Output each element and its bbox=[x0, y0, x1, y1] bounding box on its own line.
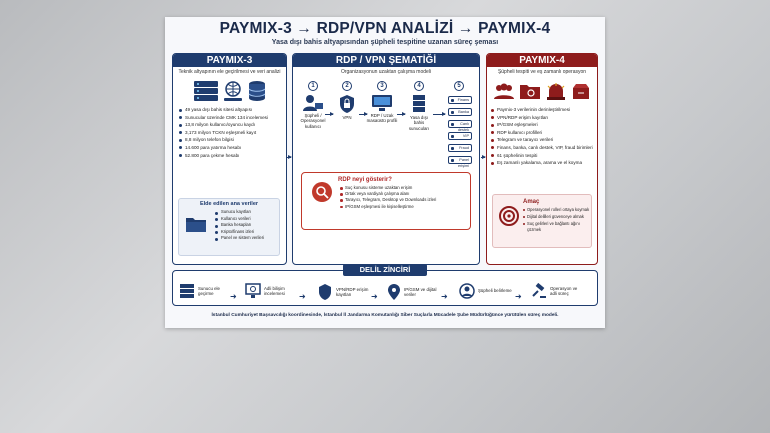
database-icon bbox=[247, 80, 267, 102]
list-item: Kullanıcı verileri bbox=[221, 216, 264, 223]
list-item: Finans, banka, canlı destek, VIP, fraud birimleri bbox=[497, 144, 597, 152]
rdp-question-title: RDP neyi gösterir? bbox=[338, 177, 392, 183]
infographic-title: PAYMIX-3 → RDP/VPN ANALİZİ → PAYMIX-4 bbox=[219, 20, 551, 37]
list-item: 13,8 milyon kullanıcı/oyuncu kaydı bbox=[185, 121, 286, 129]
shield-icon bbox=[317, 283, 333, 301]
chain-step-label: IP/GSM ve dijital veriler bbox=[404, 286, 437, 297]
list-item: Kripto/finans izleri bbox=[221, 229, 264, 236]
chain-arrow: ➜ bbox=[299, 292, 306, 301]
chain-step-label: Sunucu ele geçirme bbox=[198, 285, 220, 296]
globe-laptop-icon bbox=[223, 80, 243, 102]
server-rack-icon bbox=[193, 80, 219, 102]
list-item: Sunucular üzerinde CMK 134 incelemesi bbox=[185, 114, 286, 122]
folder-search-icon bbox=[519, 82, 541, 100]
chain-arrow: ➜ bbox=[441, 292, 448, 301]
list-item: Suç gelirleri ve bağlantı ağını çözmek bbox=[523, 221, 591, 235]
flow-step-servers bbox=[405, 81, 433, 131]
data-obtained-list bbox=[209, 209, 264, 242]
list-item: Banka hesapları bbox=[221, 222, 264, 229]
list-item: 52.800 para çekme hesabı bbox=[185, 152, 286, 160]
flow-step-user bbox=[299, 81, 327, 129]
list-item: RDP kullanıcı profilleri bbox=[497, 129, 597, 137]
location-pin-icon bbox=[387, 283, 401, 301]
step-number: 3 bbox=[377, 81, 387, 91]
list-item: Sunucu kayıtları bbox=[221, 209, 264, 216]
step-label: RDP / Uzak masaüstü profili bbox=[366, 113, 398, 124]
list-item: Telegram ve tarayıcı verileri bbox=[497, 136, 597, 144]
list-item: IP/GSM eşleşmesi ile kişiselleştirme bbox=[340, 204, 436, 210]
police-light-icon bbox=[545, 82, 567, 100]
step-label: Şüpheli / Operasyonel kullanıcı bbox=[300, 113, 326, 129]
service-vip: VIP bbox=[448, 132, 472, 140]
evidence-chain-title: DELİL ZİNCİRİ bbox=[343, 264, 427, 276]
server-icon bbox=[179, 283, 195, 299]
paymix4-subtitle: Şüpheli tespiti ve eş zamanlı operasyon bbox=[497, 69, 587, 75]
evidence-chain bbox=[172, 265, 598, 306]
list-item: Paymix-3 verilerinin derinleştirilmesi bbox=[497, 106, 597, 114]
shield-lock-icon bbox=[338, 94, 356, 114]
flow-arrow bbox=[433, 114, 445, 115]
chain-step bbox=[531, 283, 584, 299]
chain-step bbox=[459, 283, 512, 299]
flow-arrow bbox=[397, 114, 405, 115]
chain-step bbox=[387, 283, 438, 301]
server-icon bbox=[412, 94, 426, 114]
flow-arrow bbox=[325, 114, 333, 115]
paymix3-panel bbox=[172, 53, 287, 265]
data-obtained-box bbox=[178, 198, 280, 256]
paymix3-icons bbox=[173, 79, 286, 103]
target-icon bbox=[498, 205, 520, 227]
folder-icon bbox=[185, 215, 207, 233]
goal-box bbox=[492, 194, 592, 248]
gavel-icon bbox=[531, 283, 547, 299]
paymix4-icons bbox=[487, 79, 597, 103]
list-item: 14.600 para yatırma hesabı bbox=[185, 144, 286, 152]
chain-step bbox=[317, 283, 370, 301]
rdpvpn-flow bbox=[299, 81, 475, 171]
user-laptop-icon bbox=[302, 94, 324, 112]
step-label: Yasa dışı bahis sunucuları bbox=[408, 115, 430, 131]
list-item: 61 şüphelinin tespiti bbox=[497, 152, 597, 160]
goal-title: Amaç bbox=[523, 199, 540, 205]
step-number: 2 bbox=[342, 81, 352, 91]
paymix4-panel bbox=[486, 53, 598, 265]
rdpvpn-panel bbox=[292, 53, 480, 265]
list-item: Panel ve sistem verileri bbox=[221, 235, 265, 241]
service-bank: Banka bbox=[448, 108, 472, 116]
step-number: 5 bbox=[454, 81, 464, 91]
footer-note: İstanbul Cumhuriyet Başsavcılığı koordinesinde, İstanbul İl Jandarma Komutanlığı Siber Suçlarla Mücadele Şube Müdürlüğünce yürütülen süreç modeli. bbox=[211, 313, 559, 318]
flow-step-services bbox=[444, 81, 474, 94]
chain-arrow: ➜ bbox=[230, 292, 237, 301]
list-item: Ortak veya vardiyalı çalışma alanı bbox=[340, 191, 436, 197]
evidence-box-icon bbox=[571, 82, 591, 100]
infographic-subtitle: Yasa dışı bahis altyapısından şüpheli tespitine uzanan süreç şeması bbox=[271, 39, 499, 46]
list-item: Operasyonel rolleri ortaya koymak bbox=[523, 207, 591, 214]
list-item: 3,173 milyon TCKN eşleşmeli kayıt bbox=[185, 129, 286, 137]
rdp-question-box bbox=[301, 172, 471, 230]
list-item: Eş zamanlı yakalama, arama ve el koyma bbox=[497, 159, 597, 167]
list-item: Suç konusu sisteme uzaktan erişim bbox=[340, 185, 436, 191]
paymix3-bullets bbox=[173, 106, 286, 159]
service-fraud: Fraud bbox=[448, 144, 472, 152]
chain-step-label: Adli bilişim incelemesi bbox=[264, 285, 285, 296]
list-item: 8,8 milyon telefon bilgisi bbox=[185, 136, 286, 144]
panel-arrow bbox=[481, 157, 485, 158]
magnifier-icon bbox=[311, 181, 333, 203]
chain-step-label: Operasyon ve adli süreç bbox=[550, 285, 578, 296]
forensics-monitor-icon bbox=[245, 283, 261, 299]
step-number: 4 bbox=[414, 81, 424, 91]
paymix3-title: PAYMIX-3 bbox=[173, 54, 286, 67]
paymix4-bullets bbox=[487, 106, 597, 167]
list-item: VPN/RDP erişim kayıtları bbox=[497, 114, 597, 122]
service-live-support: Canlı destek bbox=[448, 120, 472, 128]
list-item: Dijital delilleri güvenceye almak bbox=[523, 214, 591, 221]
chain-step-label: VPN/RDP erişim kayıtları bbox=[336, 286, 369, 297]
infographic-card bbox=[165, 17, 605, 328]
rdpvpn-title: RDP / VPN ŞEMATİĞİ bbox=[293, 54, 479, 67]
list-item: IP/GSM eşleşmeleri bbox=[497, 121, 597, 129]
paymix3-subtitle: Teknik altyapının ele geçirilmesi ve veri analizi bbox=[178, 69, 281, 75]
rdp-question-list bbox=[340, 185, 436, 210]
suspect-icon bbox=[459, 283, 475, 299]
monitor-icon bbox=[371, 94, 393, 112]
chain-step bbox=[179, 283, 232, 299]
list-item: Tarayıcı, Telegram, Desktop ve Downloads izleri bbox=[340, 197, 436, 203]
service-finance: Finans bbox=[448, 96, 472, 104]
header bbox=[165, 19, 605, 47]
chain-arrow: ➜ bbox=[515, 292, 522, 301]
service-panel-access: Panel erişimi bbox=[448, 156, 472, 164]
flow-step-vpn bbox=[334, 81, 360, 120]
rdpvpn-subtitle: Organizasyonun uzaktan çalışma modeli bbox=[340, 69, 432, 75]
panel-arrow bbox=[287, 157, 291, 158]
goal-list bbox=[523, 207, 591, 234]
group-icon bbox=[493, 82, 515, 100]
list-item: 49 yasa dışı bahis sitesi altyapısı bbox=[185, 106, 286, 114]
data-obtained-title: Elde edilen ana veriler bbox=[199, 201, 259, 207]
step-label: VPN bbox=[342, 115, 352, 121]
chain-step-label: Şüpheli belirleme bbox=[478, 288, 512, 294]
chain-arrow: ➜ bbox=[371, 292, 378, 301]
paymix4-title: PAYMIX-4 bbox=[487, 54, 597, 67]
flow-step-rdp bbox=[366, 81, 398, 124]
step-number: 1 bbox=[308, 81, 318, 91]
chain-step bbox=[245, 283, 298, 299]
